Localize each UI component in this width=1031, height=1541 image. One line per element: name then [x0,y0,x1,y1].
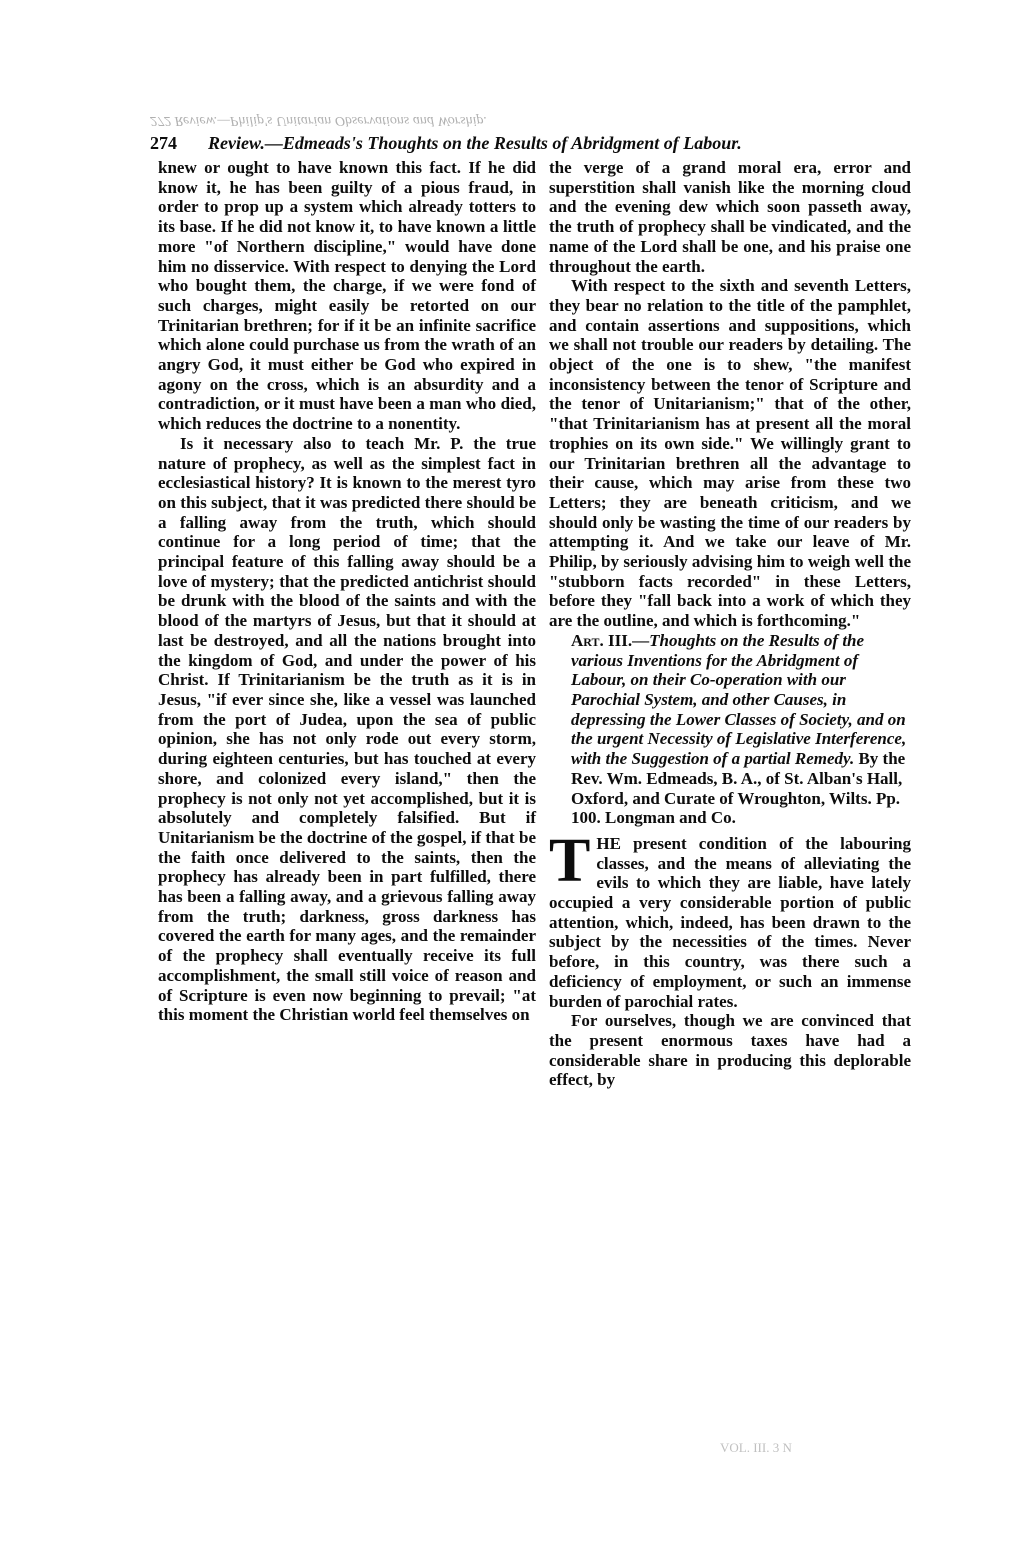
article-heading [549,631,911,828]
paragraph: With respect to the sixth and seventh Letters, they bear no relation to the title of the pamphlet, and contain assertions and suppositions, which we shall not trouble our readers by detailing. The object of the one is to shew, "the manifest inconsistency between the tenor of Scripture and the tenor of Unitarianism;" that of the other, "that Trinitarianism has at present all the moral trophies on its own side." We willingly grant to our Trinitarian brethren all the advantage to their cause, which may arise from these two Letters; they are beneath criticism, and we should only be wasting the time of our readers by attempting it. And we take our leave of Mr. Philip, by seriously advising him to weigh well the "stubborn facts recorded" in these Letters, before they "fall back into a work of which they are the outline, and which is forthcoming." [549,276,911,631]
article-byline: By the Rev. Wm. Edmeads, B. A., of St. Alban's Hall, Oxford, and Curate of Wroughton, Wilts. Pp. 100. Longman and Co. [571,749,906,828]
drop-cap: T [549,826,591,895]
page-header [150,127,910,157]
paragraph: HE present condition of the labouring classes, and the means of alleviating the evils to which they are liable, have lately occupied a very considerable portion of public attention, which, indeed, has been drawn to the subject by the necessities of the times. Never before, in this country, was there such a deficiency of employment, or such an immense burden of parochial rates. [549,833,911,1011]
page-number: 274 [150,133,177,153]
article-label: Art. III.— [571,630,650,650]
paragraph: Is it necessary also to teach Mr. P. the true nature of prophecy, as well as the simplest fact in ecclesiastical history? It is known to the merest tyro on this subject, that it was predicted there should be a falling away from the truth, which should continue for a long period of time; that the principal feature of this falling away should be a love of mystery; that the predicted antichrist should be drunk with the blood of the saints and with the blood of the martyrs of Jesus, but that it should at last be destroyed, and all the nations brought into the kingdom of God, and under the power of his Christ. If Trinitarianism be the truth as it is in Jesus, "if ever since she, like a vessel was launched from the port of Judea, upon the sea of public opinion, she has not only rode out every storm, during eighteen centuries, but has touched at every shore, and colonized every island," then the prophecy is not only not yet accomplished, but it is absolutely and completely falsified. But if Unitarianism be the doctrine of the gospel, if that be the faith once delivered to the saints, then the prophecy has already been in part fulfilled, there has been a falling away, and a grievous falling away from the truth; darkness, gross darkness has covered the earth for many ages, and the remainder of the prophecy shall eventually receive its full accomplishment, the small still voice of reason and of Scripture is even now beginning to prevail; "at this moment the Christian world feel themselves on [158,433,536,1025]
paragraph: the verge of a grand moral era, error and superstition shall vanish like the morning cloud and the evening dew which soon passeth away, the truth of prophecy shall be vindicated, and the name of the Lord shall be one, and his praise one throughout the earth. [549,158,911,276]
bleed-through-text: 272 Review.—Philip's Unitarian Observations and Worship. [150,113,488,128]
review-body [549,826,911,1090]
article-title: Thoughts on the Results of the various Inventions for the Abridgment of Labour, on their Co-operation with our Parochial System, and other Causes, in depressing the Lower Classes of Society, and on the urgent Necessity of Legislative Interference, with the Suggestion of a partial Remedy. [571,630,907,769]
left-column [158,158,536,1458]
paragraph: knew or ought to have known this fact. If he did know it, he has been guilty of a pious fraud, in order to prop up a system which already totters to its base. If he did not know it, to have known a little more "of Northern discipline," would have done him no disservice. With respect to denying the Lord who bought them, the charge, if we were fond of such charges, might easily be retorted on our Trinitarian brethren; for if it be an infinite sacrifice which alone could purchase us from the wrath of an angry God, it must either be God who expired in agony on the cross, which is an absurdity and a contradiction, or it must have been a man who died, which reduces the doctrine to a nonentity. [158,158,536,434]
paragraph: For ourselves, though we are convinced that the present enormous taxes have had a considerable share in producing this deplorable effect, by [549,1011,911,1090]
signature-mark: VOL. III. 3 N [720,1440,792,1455]
right-column [549,158,911,1458]
running-title: Review.—Edmeads's Thoughts on the Results of Abridgment of Labour. [208,133,742,153]
